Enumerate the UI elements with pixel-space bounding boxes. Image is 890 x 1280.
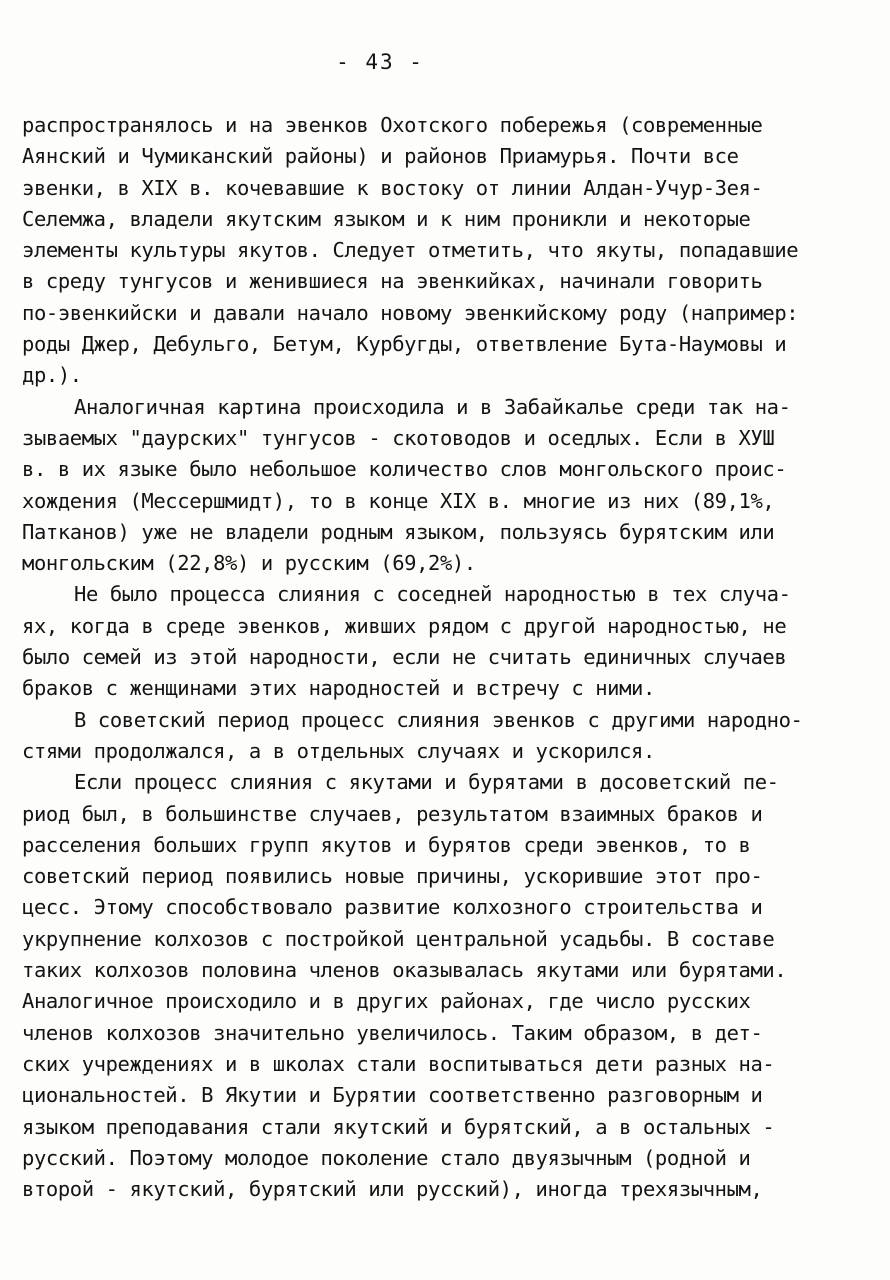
- text-line: эвенки, в XIX в. кочевавшие к востоку от линии Алдан-Учур-Зея-: [22, 175, 763, 200]
- text-line: языком преподавания стали якутский и бурятский, а в остальных -: [22, 1114, 775, 1139]
- text-line: расселения больших групп якутов и бурятов среди эвенков, то в: [22, 832, 751, 857]
- text-line: в. в их языке было небольшое количество слов монгольского проис-: [22, 457, 787, 482]
- text-line: распространялось и на эвенков Охотского побережья (современные: [22, 113, 763, 137]
- text-line: браков с женщинами этих народностей и встречу с ними.: [22, 676, 655, 701]
- text-line: др.).: [22, 363, 82, 388]
- text-line: стями продолжался, а в отдельных случаях и ускорился.: [22, 738, 655, 763]
- text-line: Селемжа, владели якутским языком и к ним проникли и некоторые: [22, 206, 751, 231]
- text-line: укрупнение колхозов с постройкой центральной усадьбы. В составе: [22, 926, 775, 951]
- text-line: В советский период процесс слияния эвенков с другими народно-: [74, 707, 803, 732]
- text-line: советский период появились новые причины, ускорившие этот про-: [22, 864, 763, 889]
- text-line: было семей из этой народности, если не считать единичных случаев: [22, 645, 787, 670]
- text-line: Аянский и Чумиканский районы) и районов Приамурья. Почти все: [22, 144, 739, 169]
- text-line: цесс. Этому способствовало развитие колхозного строительства и: [22, 895, 763, 920]
- text-line: Аналогичная картина происходила и в Забайкалье среди так на-: [74, 394, 791, 419]
- text-line: таких колхозов половина членов оказывалась якутами или бурятами.: [22, 958, 787, 983]
- text-line: Не было процесса слияния с соседней народностью в тех случа-: [74, 582, 791, 607]
- body-text: [22, 110, 872, 1205]
- text-line: монгольским (22,8%) и русским (69,2%).: [22, 551, 476, 576]
- text-line: второй - якутский, бурятский или русский), иногда трехязычным,: [22, 1177, 763, 1202]
- page-number: - 43 -: [336, 50, 424, 74]
- text-line: Если процесс слияния с якутами и бурятами в досоветский пе-: [74, 770, 779, 795]
- text-line: в среду тунгусов и женившиеся на эвенкийках, начинали говорить: [22, 269, 763, 294]
- text-line: Аналогичное происходило и в других районах, где число русских: [22, 989, 751, 1014]
- text-line: элементы культуры якутов. Следует отметить, что якуты, попадавшие: [22, 238, 799, 263]
- text-line: зываемых "даурских" тунгусов - скотоводов и оседлых. Если в ХУШ: [22, 425, 775, 450]
- text-line: ских учреждениях и в школах стали воспитываться дети разных на-: [22, 1051, 775, 1076]
- text-line: русский. Поэтому молодое поколение стало двуязычным (родной и: [22, 1145, 751, 1170]
- text-line: роды Джер, Дебульго, Бетум, Курбугды, ответвление Бута-Наумовы и: [22, 332, 787, 357]
- text-line: риод был, в большинстве случаев, результатом взаимных браков и: [22, 801, 763, 826]
- text-line: Патканов) уже не владели родным языком, пользуясь бурятским или: [22, 519, 775, 544]
- text-line: по-эвенкийски и давали начало новому эвенкийскому роду (например:: [22, 300, 799, 325]
- text-line: циональностей. В Якутии и Бурятии соответственно разговорным и: [22, 1083, 763, 1108]
- text-line: членов колхозов значительно увеличилось. Таким образом, в дет-: [22, 1020, 763, 1045]
- text-line: ях, когда в среде эвенков, живших рядом с другой народностью, не: [22, 613, 787, 638]
- text-line: хождения (Мессершмидт), то в конце XIX в. многие из них (89,1%,: [22, 488, 775, 513]
